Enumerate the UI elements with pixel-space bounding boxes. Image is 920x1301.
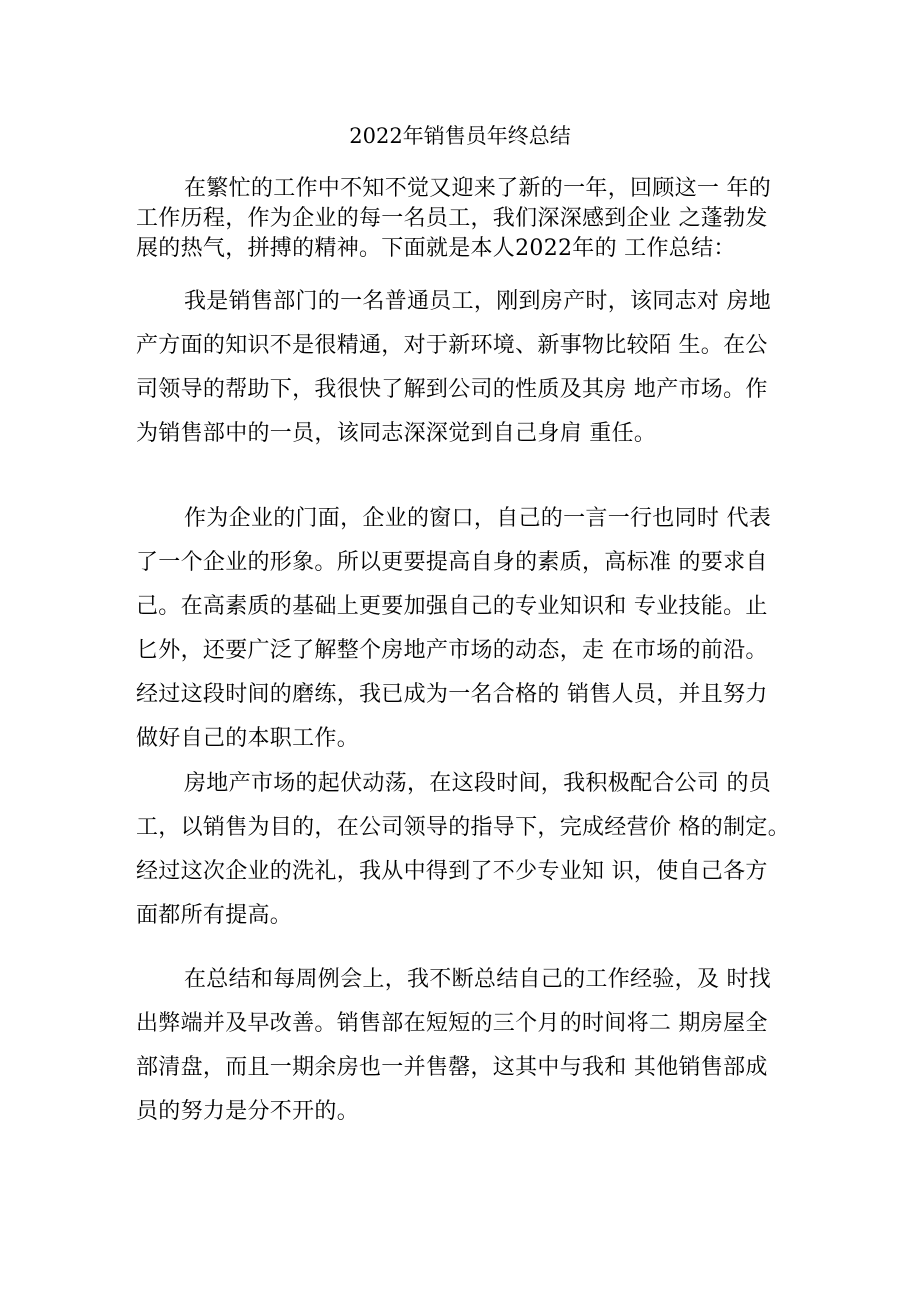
paragraph-line: 做好自己的本职工作。 bbox=[136, 726, 360, 751]
paragraph-line: 匕外，还要广泛了解整个房地产市场的动态，走 在市场的前沿。 bbox=[136, 638, 768, 663]
paragraph-line: 在繁忙的工作中不知不觉又迎来了新的一年，回顾这一 年的 bbox=[184, 176, 772, 201]
paragraph-3 bbox=[136, 497, 800, 761]
paragraph-line: 工作历程，作为企业的每一名员工，我们深深感到企业 之蓬勃发 bbox=[136, 206, 768, 231]
paragraph-line: 在总结和每周例会上，我不断总结自己的工作经验，及 时找 bbox=[184, 967, 772, 992]
paragraph-4 bbox=[136, 762, 800, 938]
paragraph-line: 作为企业的门面，企业的窗口，自己的一言一行也同时 代表 bbox=[184, 506, 772, 531]
paragraph-line: 经过这段时间的磨练，我已成为一名合格的 销售人员，并且努力 bbox=[136, 682, 768, 707]
paragraph-line: 员的努力是分不开的。 bbox=[136, 1099, 360, 1124]
paragraph-line: 工，以销售为目的，在公司领导的指导下，完成经营价 格的制定。 bbox=[136, 815, 790, 840]
paragraph-line: 经过这次企业的洗礼，我从中得到了不少专业知 识，使自己各方 bbox=[136, 859, 768, 884]
paragraph-line: 司领导的帮助下，我很快了解到公司的性质及其房 地产市场。作 bbox=[136, 377, 768, 402]
paragraph-line: 我是销售部门的一名普通员工，刚到房产时，该同志对 房地 bbox=[184, 289, 772, 314]
paragraph-line: 部清盘，而且一期余房也一并售罄，这其中与我和 其他销售部成 bbox=[136, 1055, 768, 1080]
paragraph-line: 出弊端并及早改善。销售部在短短的三个月的时间将二 期房屋全 bbox=[136, 1011, 768, 1036]
paragraph-1 bbox=[136, 174, 800, 264]
paragraph-line: 展的热气，拼搏的精神。下面就是本人2022年的 工作总结： bbox=[136, 236, 736, 261]
paragraph-line: 了一个企业的形象。所以更要提高自身的素质，高标准 的要求自 bbox=[136, 550, 768, 575]
paragraph-line: 为销售部中的一员，该同志深深觉到自己身肩 重任。 bbox=[136, 421, 657, 446]
paragraph-line: 房地产市场的起伏动荡，在这段时间，我积极配合公司 的员 bbox=[184, 771, 772, 796]
paragraph-line: 面都所有提高。 bbox=[136, 903, 293, 928]
paragraph-line: 产方面的知识不是很精通，对于新环境、新事物比较陌 生。在公 bbox=[136, 333, 768, 358]
paragraph-2 bbox=[136, 280, 800, 456]
paragraph-line: 己。在高素质的基础上更要加强自己的专业知识和 专业技能。止 bbox=[136, 594, 768, 619]
document-title: 2022年销售员年终总结 bbox=[349, 124, 571, 148]
paragraph-5 bbox=[136, 958, 800, 1134]
